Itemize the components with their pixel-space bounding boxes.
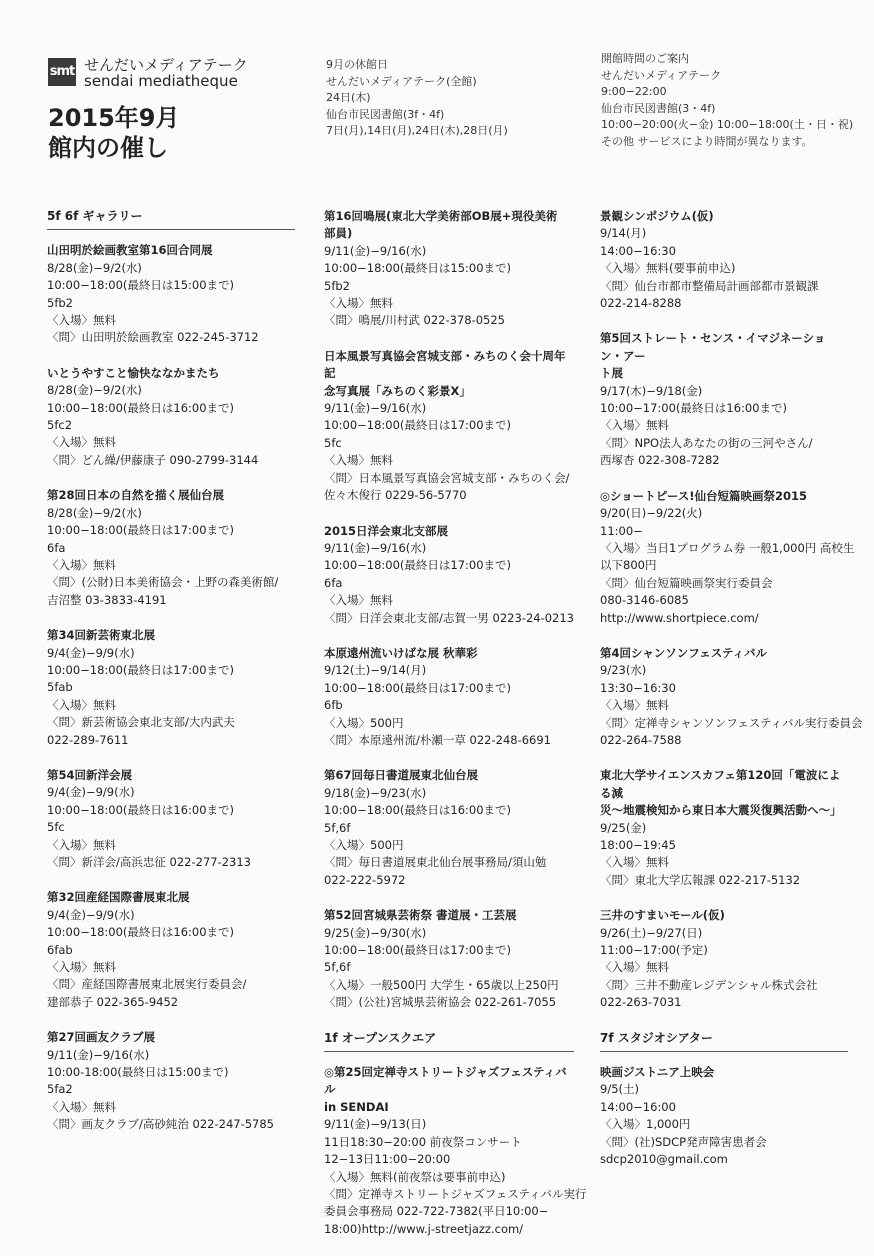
event-item xyxy=(600,767,848,889)
event-detail-line: 5f,6f xyxy=(324,960,351,975)
event-detail-line: 〈問〉鳴展/川村武 022-378-0525 xyxy=(324,313,505,328)
event-detail-line: 8/28(金)−9/2(水) xyxy=(47,383,142,398)
event-detail-line: 〈入場〉当日1プログラム券 一般1,000円 高校生 xyxy=(600,540,855,555)
event-detail-line: 022-214-8288 xyxy=(600,296,682,311)
event-detail-line: 〈問〉新芸術協会東北支部/大内武夫 xyxy=(47,715,235,730)
event-detail-line: 9/4(金)−9/9(水) xyxy=(47,785,135,800)
event-detail-line: 9/11(金)−9/16(水) xyxy=(324,540,427,555)
event-detail-line: 9/4(金)−9/9(水) xyxy=(47,907,135,922)
event-detail-line: 〈問〉山田明於絵画教室 022-245-3712 xyxy=(47,330,259,345)
event-detail-line: 10:00−18:00(最終日は17:00まで) xyxy=(324,558,512,573)
event-detail-line: 10:00−18:00(最終日は15:00まで) xyxy=(47,278,235,293)
hours-info-line: 開館時間のご案内 xyxy=(601,52,689,65)
event-detail-line: 〈問〉どん繰/伊藤康子 090-2799-3144 xyxy=(47,452,259,467)
event-title: 第32回産経国際書展東北展 xyxy=(47,890,190,905)
event-title: ◎ショートピース!仙台短篇映画祭2015 xyxy=(600,488,808,503)
closed-info-line: せんだいメディアテーク(全館) xyxy=(326,74,477,88)
event-detail-line: 〈入場〉無料 xyxy=(47,837,116,852)
hours-info-line: 10:00−20:00(火−金) 10:00−18:00(土・日・祝) xyxy=(601,118,854,131)
event-detail-line: 〈入場〉無料 xyxy=(324,296,393,311)
event-detail-line: 9/17(木)−9/18(金) xyxy=(600,383,703,398)
event-detail-line: 〈入場〉無料 xyxy=(600,418,669,433)
event-detail-line: 〈入場〉無料 xyxy=(324,593,393,608)
gallery-column-2 xyxy=(324,208,587,1256)
event-detail-line: 西塚杏 022-308-7282 xyxy=(600,453,720,468)
event-detail-line: 6fb xyxy=(324,698,343,713)
event-detail-line: 〈問〉(公財)日本美術協会・上野の森美術館/ xyxy=(47,575,279,590)
event-detail-line: 〈入場〉無料 xyxy=(600,855,669,870)
event-detail-line: 14:00−16:00 xyxy=(600,1099,676,1114)
event-column-3 xyxy=(600,208,863,1187)
event-detail-line: 10:00−18:00(最終日は16:00まで) xyxy=(47,925,235,940)
event-detail-line: 10:00−18:00(最終日は17:00まで) xyxy=(324,943,512,958)
opening-hours-info xyxy=(601,51,853,150)
event-detail-line: 9/25(金)−9/30(水) xyxy=(324,925,427,940)
event-detail-line: 〈入場〉無料 xyxy=(47,1099,116,1114)
hours-info-line: 仙台市民図書館(3・4f) xyxy=(601,101,716,115)
event-title: in SENDAI xyxy=(324,1099,389,1114)
event-detail-line: 〈問〉NPO法人あなたの街の三河やさん/ xyxy=(600,435,813,450)
hours-info-line: その他 サービスにより時間が異なります。 xyxy=(601,134,813,148)
event-detail-line: 〈問〉定禅寺シャンソンフェスティバル実行委員会 xyxy=(600,715,863,730)
event-detail-line: 022-289-7611 xyxy=(47,732,129,747)
event-detail-line: 10:00−18:00(最終日は17:00まで) xyxy=(47,523,235,538)
event-detail-line: 6fa xyxy=(324,575,343,590)
event-title: 山田明於絵画教室第16回合同展 xyxy=(47,243,213,258)
event-detail-line: 〈問〉日洋会東北支部/志賀一男 0223-24-0213 xyxy=(324,610,574,625)
event-title: 第54回新洋会展 xyxy=(47,767,133,782)
event-title: 東北大学サイエンスカフェ第120回「電波による減 xyxy=(600,768,841,800)
event-detail-line: 10:00-18:00(最終日は15:00まで) xyxy=(47,1065,229,1080)
event-detail-line: 11日18:30−20:00 前夜祭コンサート xyxy=(324,1134,522,1149)
event-item xyxy=(324,208,574,330)
event-detail-line: 9/11(金)−9/16(水) xyxy=(324,401,427,416)
section-heading: 7f スタジオシアター xyxy=(600,1030,848,1052)
event-detail-line: 〈入場〉無料 xyxy=(47,313,116,328)
event-item xyxy=(47,1029,295,1133)
event-detail-line: 5fb2 xyxy=(324,278,350,293)
event-detail-line: 14:00−16:30 xyxy=(600,243,676,258)
event-detail-line: 〈入場〉1,000円 xyxy=(600,1117,691,1132)
event-detail-line: 〈問〉仙台市都市整備局計画部都市景観課 xyxy=(600,278,819,293)
event-detail-line: 5fc xyxy=(324,435,342,450)
event-detail-line: 〈入場〉無料 xyxy=(47,960,116,975)
hours-info-line: 9:00−22:00 xyxy=(601,85,667,98)
event-detail-line: 5fb2 xyxy=(47,295,73,310)
event-detail-line: 12−13日11:00−20:00 xyxy=(324,1152,451,1167)
event-detail-line: 〈入場〉一般500円 大学生・65歳以上250円 xyxy=(324,977,559,992)
event-detail-line: 5fab xyxy=(47,680,73,695)
event-detail-line: 10:00−17:00(最終日は16:00まで) xyxy=(600,401,788,416)
event-detail-line: 18:00)http://www.j-streetjazz.com/ xyxy=(324,1221,524,1236)
event-detail-line: 〈入場〉無料 xyxy=(47,697,116,712)
event-detail-line: 〈入場〉無料 xyxy=(47,557,116,572)
page-title-events: 館内の催し xyxy=(48,134,168,162)
event-item xyxy=(324,1064,587,1238)
event-detail-line: 10:00−18:00(最終日は16:00まで) xyxy=(47,400,235,415)
event-detail-line: 5fa2 xyxy=(47,1082,73,1097)
event-detail-line: 〈入場〉無料 xyxy=(324,453,393,468)
event-detail-line: 9/14(月) xyxy=(600,226,647,241)
event-item xyxy=(600,208,848,312)
event-title: 三井のすまいモール(仮) xyxy=(600,908,725,923)
event-item xyxy=(47,365,295,469)
event-title: 日本風景写真協会宮城支部・みちのく会十周年記 xyxy=(324,348,566,381)
closed-info-line: 24日(木) xyxy=(326,91,371,104)
event-detail-line: 〈入場〉500円 xyxy=(324,838,404,852)
event-title: 第4回シャンソンフェスティバル xyxy=(600,645,768,660)
event-title: 映画ジストニア上映会 xyxy=(600,1065,715,1080)
logo-english-name: sendai mediatheque xyxy=(84,72,238,90)
closed-info-line: 仙台市民図書館(3f・4f) xyxy=(326,107,445,121)
event-detail-line: 13:30−16:30 xyxy=(600,680,676,695)
event-detail-line: 委員会事務局 022-722-7382(平日10:00− xyxy=(324,1204,549,1219)
event-detail-line: 〈問〉新洋会/高浜忠征 022-277-2313 xyxy=(47,855,251,869)
event-detail-line: 18:00−19:45 xyxy=(600,838,676,852)
event-detail-line: 〈入場〉無料 xyxy=(47,435,116,450)
event-detail-line: 建部恭子 022-365-9452 xyxy=(47,994,179,1009)
event-detail-line: 〈問〉仙台短篇映画祭実行委員会 xyxy=(600,575,773,590)
event-title: 部員) xyxy=(324,226,353,241)
gallery-column xyxy=(47,208,295,1152)
event-item xyxy=(600,645,863,749)
event-detail-line: 10:00−18:00(最終日は17:00まで) xyxy=(47,662,235,677)
event-detail-line: 5fc2 xyxy=(47,418,73,433)
event-detail-line: 〈入場〉無料 xyxy=(600,960,669,975)
event-detail-line: 9/20(日)−9/22(火) xyxy=(600,506,703,521)
hours-info-line: せんだいメディアテーク xyxy=(601,68,722,82)
event-detail-line: 〈問〉(公社)宮城県芸術協会 022-261-7055 xyxy=(324,995,557,1010)
page-title-month: 2015年9月 xyxy=(48,104,180,132)
event-item xyxy=(47,767,295,871)
event-title: 第52回宮城県芸術祭 書道展・工芸展 xyxy=(324,908,517,923)
event-detail-line: 9/23(水) xyxy=(600,663,647,678)
event-detail-line: 11:00−17:00(予定) xyxy=(600,943,708,958)
event-detail-line: 〈問〉三井不動産レジデンシャル株式会社 xyxy=(600,977,818,992)
event-detail-line: 〈問〉毎日書道展東北仙台展事務局/須山勉 xyxy=(324,855,547,870)
event-item xyxy=(324,907,574,1011)
event-detail-line: 8/28(金)−9/2(水) xyxy=(47,505,142,520)
event-detail-line: 10:00−18:00(最終日は17:00まで) xyxy=(324,418,512,433)
event-item xyxy=(600,330,848,469)
event-detail-line: 9/5(土) xyxy=(600,1082,639,1097)
event-item xyxy=(324,645,574,749)
event-title: 第27回画友クラブ展 xyxy=(47,1030,156,1045)
event-detail-line: 5fc xyxy=(47,820,65,835)
event-item xyxy=(47,627,295,749)
event-title: 第28回日本の自然を描く展仙台展 xyxy=(47,488,225,503)
event-detail-line: 〈問〉産経国際書展東北展実行委員会/ xyxy=(47,977,247,992)
event-detail-line: http://www.shortpiece.com/ xyxy=(600,610,759,625)
event-title: 災〜地震検知から東日本大震災復興活動へ〜」 xyxy=(600,803,842,818)
event-detail-line: 〈問〉画友クラブ/高砂純治 022-247-5785 xyxy=(47,1117,274,1132)
event-detail-line: 9/12(土)−9/14(月) xyxy=(324,663,427,678)
event-detail-line: 〈問〉(社)SDCP発声障害患者会 xyxy=(600,1134,767,1149)
event-detail-line: 10:00−18:00(最終日は17:00まで) xyxy=(324,680,512,695)
event-title: ト展 xyxy=(600,366,623,381)
event-title: 第67回毎日書道展東北仙台展 xyxy=(324,768,479,783)
event-detail-line: 9/4(金)−9/9(水) xyxy=(47,645,135,660)
event-item xyxy=(47,242,295,346)
event-detail-line: 6fab xyxy=(47,942,73,957)
event-detail-line: 〈入場〉無料(前夜祭は要事前申込) xyxy=(324,1169,506,1184)
event-detail-line: 佐々木俊行 0229-56-5770 xyxy=(324,488,467,503)
event-detail-line: 9/11(金)−9/16(水) xyxy=(324,243,427,258)
event-detail-line: 〈問〉東北大学広報課 022-217-5132 xyxy=(600,872,801,887)
event-item xyxy=(600,907,848,1011)
event-detail-line: 022-264-7588 xyxy=(600,732,682,747)
section-heading: 1f オープンスクエア xyxy=(324,1030,574,1052)
event-title: いとうやすこと愉快ななかまたち xyxy=(47,365,220,380)
event-detail-line: 9/11(金)−9/16(水) xyxy=(47,1047,150,1062)
event-detail-line: 8/28(金)−9/2(水) xyxy=(47,260,142,275)
event-title: 本原遠州流いけばな展 秋華彩 xyxy=(324,645,478,660)
event-item xyxy=(324,523,574,627)
event-title: ◎第25回定禅寺ストリートジャズフェスティバル xyxy=(324,1065,567,1097)
event-item xyxy=(600,1064,848,1168)
event-detail-line: 9/25(金) xyxy=(600,820,647,835)
event-detail-line: 9/26(土)−9/27(日) xyxy=(600,925,703,940)
event-detail-line: 10:00−18:00(最終日は16:00まで) xyxy=(47,802,235,817)
event-detail-line: 9/18(金)−9/23(水) xyxy=(324,785,427,800)
event-item xyxy=(47,487,295,609)
event-detail-line: 9/11(金)−9/13(日) xyxy=(324,1117,427,1132)
event-detail-line: 〈入場〉無料(要事前申込) xyxy=(600,261,736,276)
event-detail-line: 10:00−18:00(最終日は15:00まで) xyxy=(324,261,512,276)
event-detail-line: 022-222-5972 xyxy=(324,872,406,887)
event-detail-line: 吉沼整 03-3833-4191 xyxy=(47,592,167,607)
event-detail-line: 以下800円 xyxy=(600,558,657,573)
event-detail-line: sdcp2010@gmail.com xyxy=(600,1152,728,1167)
event-item xyxy=(324,348,574,505)
section-heading: 5f 6f ギャラリー xyxy=(47,208,295,230)
event-item xyxy=(600,488,855,627)
event-detail-line: 080-3146-6085 xyxy=(600,593,689,608)
logo-mark: smt xyxy=(48,58,76,86)
closed-days-info xyxy=(326,57,508,140)
event-item xyxy=(47,889,295,1011)
event-detail-line: 〈入場〉500円 xyxy=(324,715,404,730)
event-detail-line: 〈入場〉無料 xyxy=(600,698,669,713)
event-title: 第16回鳴展(東北大学美術部OB展+現役美術 xyxy=(324,209,558,223)
event-title: 景観シンポジウム(仮) xyxy=(600,209,714,223)
event-title: 2015日洋会東北支部展 xyxy=(324,523,449,538)
event-title: 第5回ストレート・センス・イマジネーション・アー xyxy=(600,331,826,363)
event-detail-line: 〈問〉日本風景写真協会宮城支部・みちのく会/ xyxy=(324,470,570,485)
closed-info-line: 7日(月),14日(月),24日(木),28日(月) xyxy=(326,124,508,137)
logo-japanese-name: せんだいメディアテーク xyxy=(84,56,248,74)
event-detail-line: 5f,6f xyxy=(324,820,351,835)
event-title: 念写真展「みちのく彩景X」 xyxy=(324,383,471,398)
event-item xyxy=(324,767,574,889)
event-detail-line: 11:00− xyxy=(600,523,643,538)
closed-info-line: 9月の休館日 xyxy=(326,58,388,71)
event-title: 第34回新芸術東北展 xyxy=(47,628,156,643)
event-detail-line: 022-263-7031 xyxy=(600,995,682,1010)
event-detail-line: 10:00−18:00(最終日は16:00まで) xyxy=(324,803,512,818)
event-detail-line: 〈問〉本原遠州流/朴瀬一草 022-248-6691 xyxy=(324,732,551,747)
event-detail-line: 〈問〉定禅寺ストリートジャズフェスティバル実行 xyxy=(324,1186,587,1201)
event-detail-line: 6fa xyxy=(47,540,66,555)
